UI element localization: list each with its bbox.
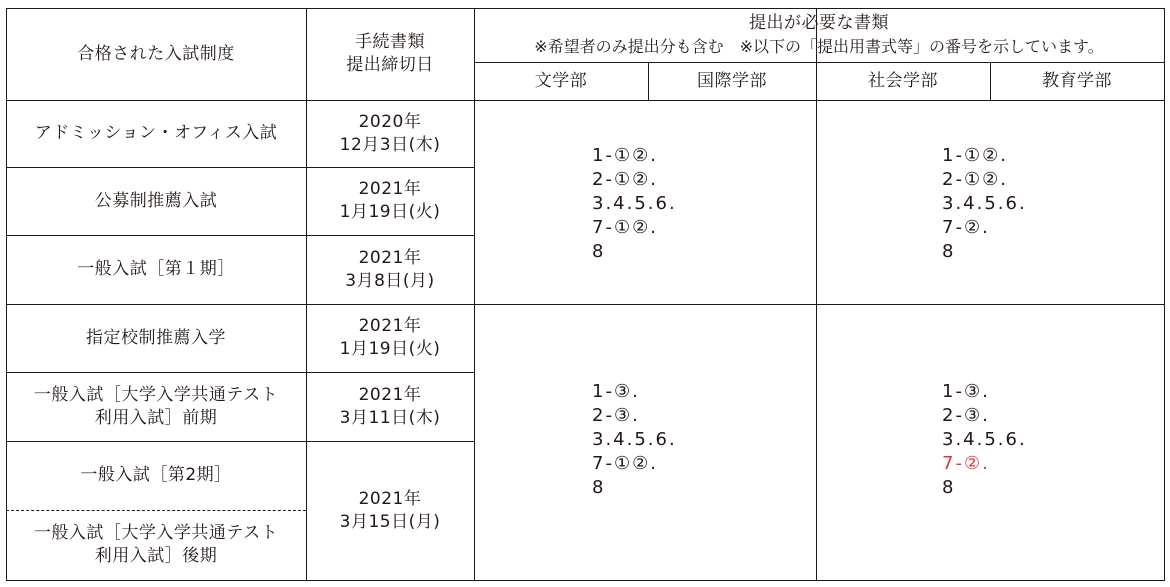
faculty-international: 国際学部 — [697, 70, 767, 91]
table-border-bottom — [6, 580, 1165, 581]
table-row-name: アドミッション・オフィス入試 — [34, 123, 278, 143]
table-row-deadline: 2021年 3月8日(月) — [345, 247, 435, 291]
docs-group1-right: 1-①②. 2-①②. 3.4.5.6. 7-②. 8 — [942, 145, 1027, 262]
table-row-deadline: 2020年 12月3日(木) — [339, 111, 441, 155]
faculty-education: 教育学部 — [1042, 70, 1112, 91]
table-row-name: 一般入試［第１期］ — [77, 259, 235, 279]
table-row-name: 一般入試［第2期］ — [80, 465, 232, 485]
docs-group2-left: 1-③. 2-③. 3.4.5.6. 7-①②. 8 — [592, 381, 677, 498]
table-row-name: 公募制推薦入試 — [94, 190, 218, 211]
docs-group2-right: 1-③. 2-③. 3.4.5.6. 7-②. 8 — [942, 381, 1027, 498]
faculty-sociology: 社会学部 — [868, 70, 938, 91]
faculty-literature: 文学部 — [534, 70, 588, 91]
docs-group1-left: 1-①②. 2-①②. 3.4.5.6. 7-①②. 8 — [592, 145, 677, 262]
table-row-deadline: 2021年 1月19日(火) — [339, 179, 441, 222]
table-row-deadline: 2021年 1月19日(火) — [339, 316, 441, 359]
table-row-deadline-merged: 2021年 3月15日(月) — [339, 488, 441, 532]
header-deadline: 手続書類 提出締切日 — [346, 32, 434, 75]
table-row-name: 一般入試［大学入学共通テスト 利用入試］後期 — [33, 523, 279, 566]
header-required-docs: 提出が必要な書類 ※希望者のみ提出分も含む ※以下の「提出用書式等」の番号を示しています。 — [534, 13, 1104, 56]
table-row-name: 一般入試［大学入学共通テスト 利用入試］前期 — [33, 384, 279, 428]
header-system: 合格された入試制度 — [77, 43, 235, 64]
table-border-right — [1164, 8, 1165, 580]
highlighted-doc-item: 7-②. — [942, 453, 990, 474]
table-row-name: 指定校制推薦入学 — [86, 327, 226, 348]
table-row-deadline: 2021年 3月11日(木) — [339, 384, 441, 428]
